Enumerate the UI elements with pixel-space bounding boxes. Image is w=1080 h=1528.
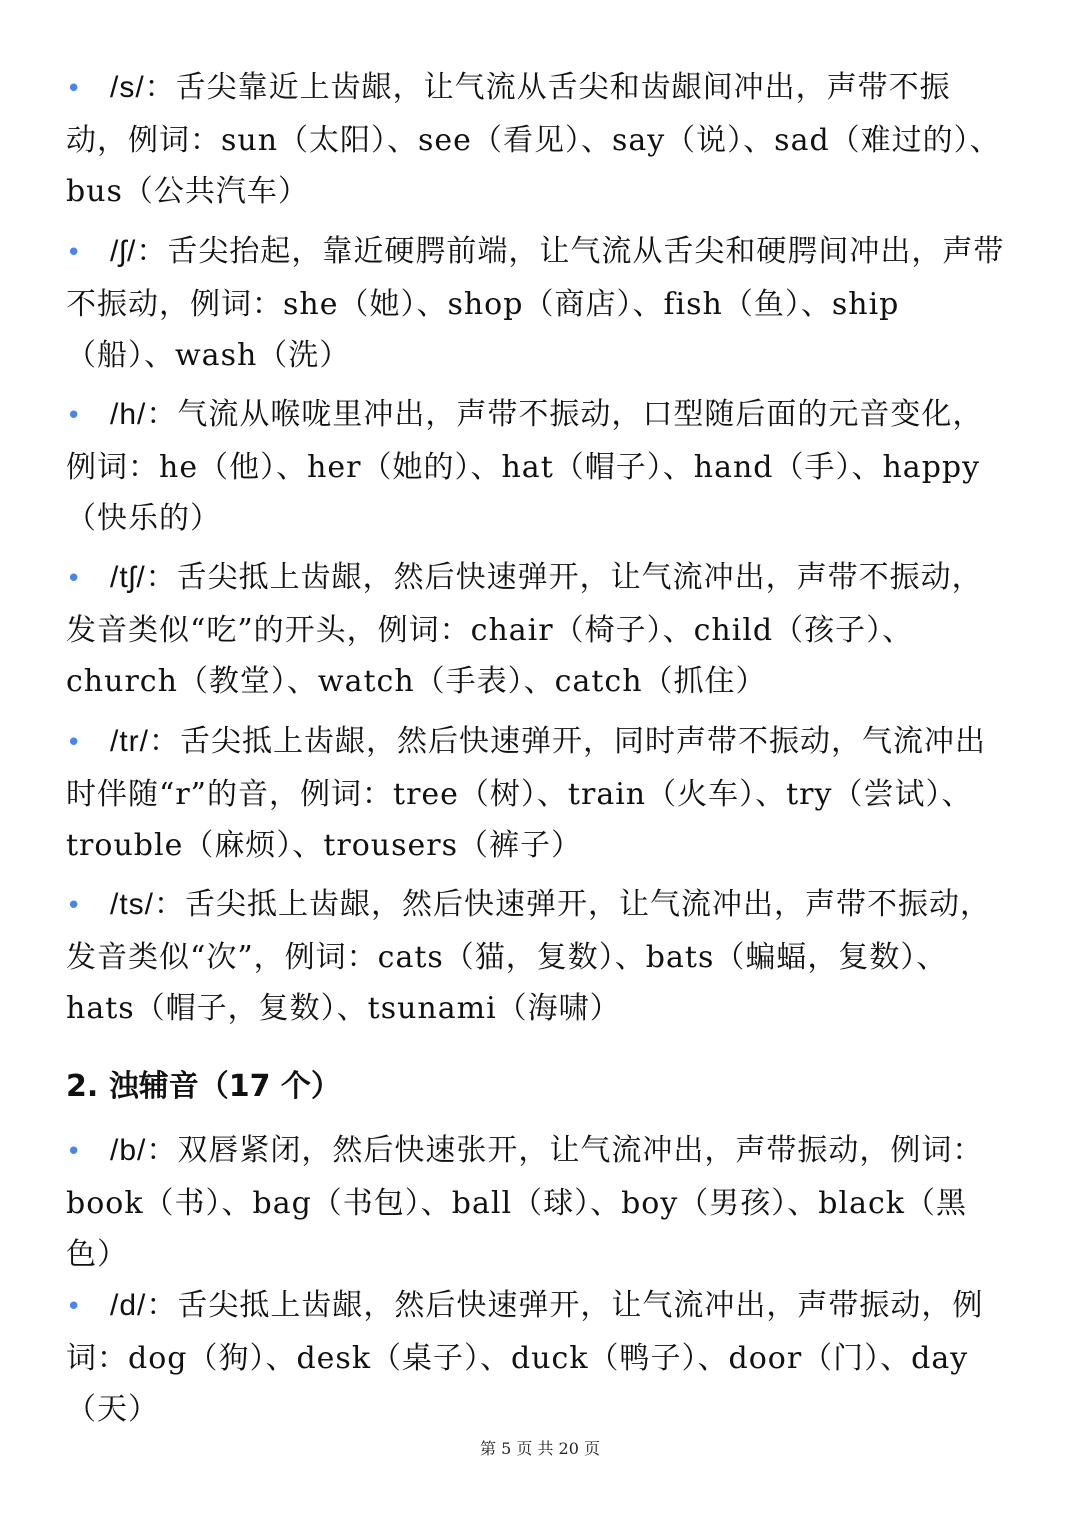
bullet-icon: • <box>66 564 83 594</box>
list-item-tr <box>66 716 1006 871</box>
bullet-icon: • <box>66 1137 83 1167</box>
list-item-b <box>66 1125 1006 1280</box>
list-item-d <box>66 1280 1006 1435</box>
item-description: ：舌尖抵上齿龈，然后快速弹开，让气流冲出，声带振动，例词：dog（狗）、desk（桌子）、duck（鸭子）、door（门）、day（天） <box>66 1288 984 1427</box>
section-heading: 2. 浊辅音（17 个） <box>66 1069 341 1104</box>
phonetic-symbol: /d/ <box>110 1289 147 1322</box>
phonetic-symbol: /h/ <box>110 398 147 431</box>
bullet-icon: • <box>66 238 83 268</box>
list-item-s <box>66 62 1006 217</box>
list-item-ch <box>66 552 1006 707</box>
list-item-ts <box>66 879 1006 1034</box>
bullet-icon: • <box>66 74 83 104</box>
item-description: ：舌尖抵上齿龈，然后快速弹开，让气流冲出，声带不振动，发音类似“吃”的开头，例词：chair（椅子）、child（孩子）、church（教堂）、watch（手表）、catch（抓住） <box>66 560 983 699</box>
page-number-footer: 第 5 页 共 20 页 <box>480 1439 600 1458</box>
item-description: ：舌尖抬起，靠近硬腭前端，让气流从舌尖和硬腭间冲出，声带不振动，例词：she（她）、shop（商店）、fish（鱼）、ship（船）、wash（洗） <box>66 234 1005 373</box>
item-description: ：双唇紧闭，然后快速张开，让气流冲出，声带振动，例词：book（书）、bag（书包）、ball（球）、boy（男孩）、black（黑色） <box>66 1133 984 1272</box>
phonetic-symbol: /s/ <box>110 71 145 104</box>
phonetic-symbol: /tr/ <box>110 725 149 758</box>
bullet-icon: • <box>66 401 83 431</box>
item-description: ：舌尖抵上齿龈，然后快速弹开，同时声带不振动，气流冲出时伴随“r”的音，例词：tree（树）、train（火车）、try（尝试）、trouble（麻烦）、trousers（裤子） <box>66 724 986 863</box>
phonetic-symbol: /ts/ <box>110 888 155 921</box>
bullet-icon: • <box>66 891 83 921</box>
phonetic-symbol: /b/ <box>110 1134 147 1167</box>
list-item-h <box>66 389 1006 544</box>
item-description: ：舌尖靠近上齿龈，让气流从舌尖和齿龈间冲出，声带不振动，例词：sun（太阳）、see（看见）、say（说）、sad（难过的）、bus（公共汽车） <box>66 70 1001 209</box>
bullet-icon: • <box>66 1292 83 1322</box>
bullet-icon: • <box>66 728 83 758</box>
phonetic-symbol: /ʃ/ <box>110 235 137 268</box>
list-item-sh <box>66 226 1006 381</box>
item-description: ：气流从喉咙里冲出，声带不振动，口型随后面的元音变化，例词：he（他）、her（她的）、hat（帽子）、hand（手）、happy（快乐的） <box>66 397 984 536</box>
item-description: ：舌尖抵上齿龈，然后快速弹开，让气流冲出，声带不振动，发音类似“次”，例词：cats（猫，复数）、bats（蝙蝠，复数）、hats（帽子，复数）、tsunami（海啸） <box>66 887 992 1026</box>
phonetic-symbol: /tʃ/ <box>110 561 146 594</box>
